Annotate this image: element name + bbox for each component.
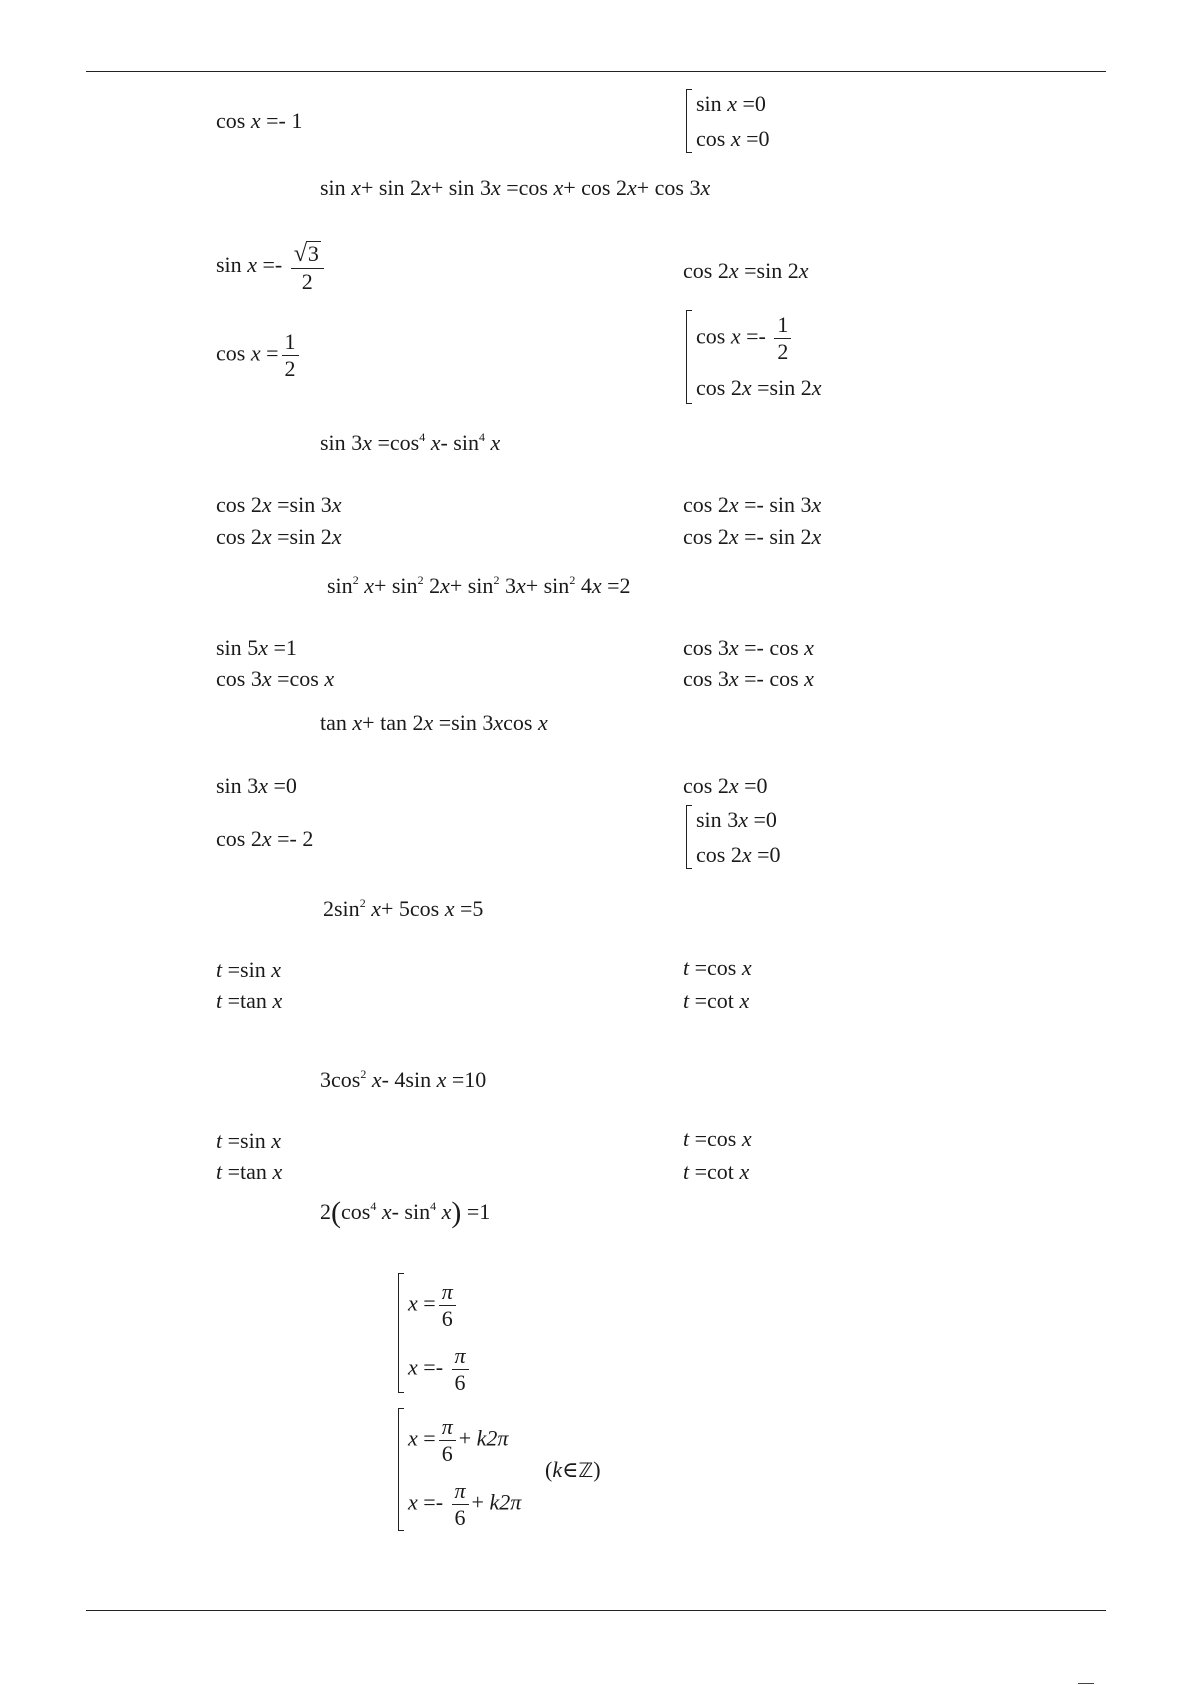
system-row: x =- $\frac{\pi}{6}$ (408, 1345, 472, 1394)
fraction: $\frac{√3}{2}$ (291, 241, 324, 293)
math-line-t-eq-cosx: t =cos x (683, 955, 752, 980)
math-line-t-eq-sinx: t =sin x (216, 957, 281, 982)
integer-condition-k-in-Z: (k∈ℤ) (545, 1457, 601, 1482)
equation-sum-sin-eq-sum-cos: sin x+ sin 2x+ sin 3x =cos x+ cos 2x+ cos 3x (320, 175, 711, 200)
math-line-t-eq-cosx: t =cos x (683, 1126, 752, 1151)
system-sin3x-cos2x-zero (686, 805, 781, 869)
system-x-eq-plus-minus-pi-over-6-plus-k2pi (398, 1408, 522, 1531)
math-line-cos2x-eq-0: cos 2x =0 (683, 773, 768, 798)
math-line-cos3x-eq-minus-cosx: cos 3x =- cos x (683, 666, 814, 691)
math-line-cos2x-eq-sin2x: cos 2x =sin 2x (683, 258, 809, 283)
math-line-cos2x-eq-minus-sin2x: cos 2x =- sin 2x (683, 524, 822, 549)
math-line-t-eq-sinx: t =sin x (216, 1128, 281, 1153)
equation-3cos2-minus-4sin-eq-10: $3\cos^2$ x- 4sin x =10 (320, 1067, 487, 1092)
equation-2sin2-plus-5cos-eq-5: $2\sin^2$ x+ 5cos x =5 (323, 896, 484, 921)
system-x-eq-plus-minus-pi-over-6 (398, 1273, 466, 1395)
math-line-cos-x-eq-minus-1: cos x =- 1 (216, 108, 303, 133)
math-line-t-eq-tanx: t =tan x (216, 1159, 283, 1184)
system-row: x =- $\frac{\pi}{6}$ + k2π (408, 1478, 522, 1530)
math-line-sin3x-eq-0: sin 3x =0 (216, 773, 297, 798)
system-row: cos x =0 (696, 126, 770, 151)
math-line-t-eq-tanx: t =tan x (216, 988, 283, 1013)
math-line-sin5x-eq-1: sin 5x =1 (216, 635, 297, 660)
system-row: cos 2x =0 (696, 842, 781, 867)
system-sin-cos-zero (686, 89, 770, 153)
fraction: $\frac{\pi}{6}$ (439, 1416, 456, 1465)
math-line-cos2x-eq-sin2x: cos 2x =sin 2x (216, 524, 342, 549)
system-row: x = $\frac{\pi}{6}$ (408, 1281, 459, 1330)
system-row: sin x =0 (696, 91, 766, 116)
fraction: $\frac{1}{2}$ (774, 314, 791, 363)
math-line-t-eq-cotx: t =cot x (683, 988, 750, 1013)
header-rule (86, 71, 1106, 72)
equation-sin3x-eq-cos4-minus-sin4: $\sin 3x =\cos^4$ x- $\sin^4 x$ (320, 430, 501, 455)
footer-rule (86, 1610, 1106, 1611)
math-line-cos2x-eq-sin3x: cos 2x =sin 3x (216, 492, 342, 517)
system-row: cos x =- $\frac{1}{2}$ (696, 314, 794, 363)
math-line-cos3x-eq-cosx: cos 3x =cos x (216, 666, 335, 691)
page-corner-mark (1078, 1683, 1094, 1684)
math-line-cos2x-eq-minus-sin3x: cos 2x =- sin 3x (683, 492, 822, 517)
math-line-sin-x-eq-minus-sqrt3-over-2: sin x =- $\frac{√3}{2}$ (216, 241, 327, 293)
fraction: $\frac{\pi}{6}$ (439, 1281, 456, 1330)
math-line-cos3x-eq-minus-cosx: cos 3x =- cos x (683, 635, 814, 660)
math-line-cos2x-eq-minus-2: cos 2x =- 2 (216, 826, 314, 851)
system-row: x = $\frac{\pi}{6}$ + k2π (408, 1414, 509, 1466)
equation-2-cos4-minus-sin4-eq-1: $2(\cos^4$ x- $\sin^4 x) =1$ (320, 1196, 491, 1229)
system-row: sin 3x =0 (696, 807, 777, 832)
equation-sum-sin-squared-eq-2: $\sin^2 x+ \sin^2 2x+ \sin^2 3x+ \sin^2 4x =2$ (327, 573, 631, 598)
math-line-t-eq-cotx: t =cot x (683, 1159, 750, 1184)
system-row: cos 2x =sin 2x (696, 375, 822, 400)
system-cos-minus-half-cos2x-sin2x (686, 310, 822, 404)
math-line-cos-x-eq-half: cos x = $\frac{1}{2}$ (216, 331, 302, 380)
fraction: $\frac{1}{2}$ (282, 331, 299, 380)
fraction: $\frac{\pi}{6}$ (452, 1345, 469, 1394)
equation-tan-sum-eq-sin3x-cosx: tan x+ tan 2x =sin 3xcos x (320, 710, 548, 735)
fraction: $\frac{\pi}{6}$ (452, 1480, 469, 1529)
